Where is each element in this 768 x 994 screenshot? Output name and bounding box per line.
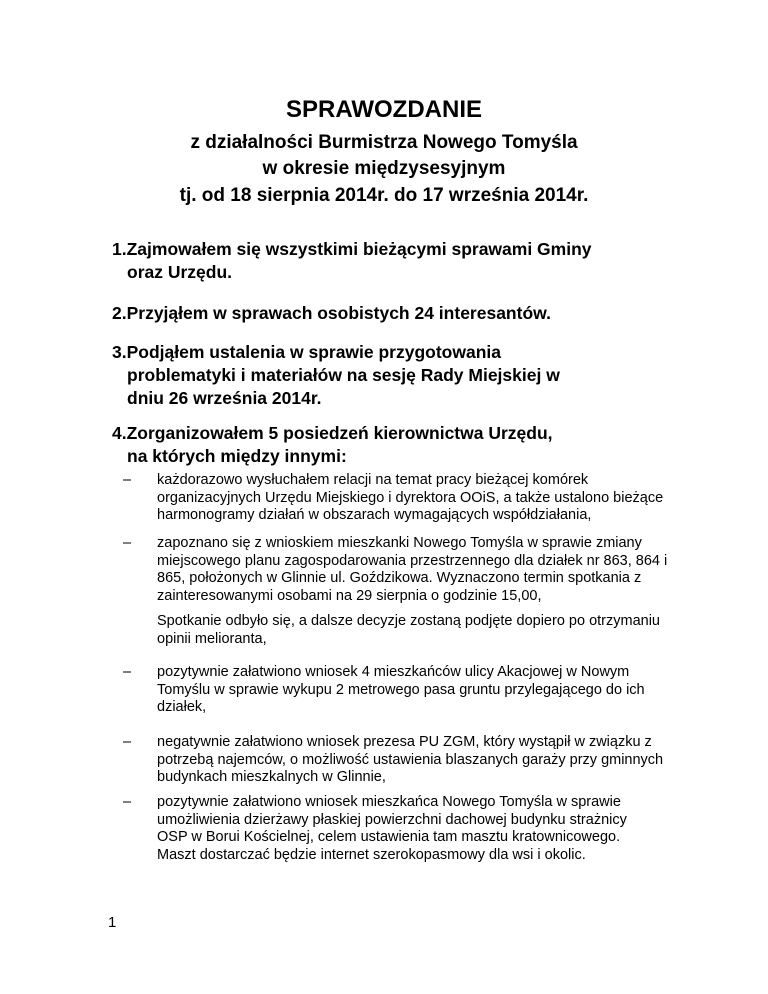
list-item-3-line-3: dniu 26 września 2014r. bbox=[127, 388, 322, 408]
list-item-1-line-1: 1.Zajmowałem się wszystkimi bieżącymi sprawami Gminy bbox=[112, 239, 592, 259]
bullet-line: pozytywnie załatwiono wniosek 4 mieszkańców ulicy Akacjowej w Nowym bbox=[157, 664, 630, 680]
bullet-item-2-continuation bbox=[157, 613, 713, 648]
bullet-line: organizacyjnych Urzędu Miejskiego i dyrektora OOiS, a także ustalono bieżące bbox=[157, 489, 664, 506]
bullet-line: OSP w Borui Kościelnej, celem ustawienia tam masztu kratownicowego. bbox=[157, 829, 621, 845]
subtitle-line-2: w okresie międzysesyjnym bbox=[262, 158, 506, 179]
list-item-4-line-1: 4.Zorganizowałem 5 posiedzeń kierownictwa Urzędu, bbox=[112, 423, 553, 443]
list-item-3-line-1: 3.Podjąłem ustalenia w sprawie przygotowania bbox=[112, 342, 501, 362]
bullet-line: zapoznano się z wnioskiem mieszkanki Nowego Tomyśla w sprawie zmiany bbox=[157, 535, 642, 551]
bullet-marker: – bbox=[123, 664, 132, 680]
paragraph-line: opinii melioranta, bbox=[157, 630, 267, 647]
bullet-line: pozytywnie załatwiono wniosek mieszkańca Nowego Tomyśla w sprawie bbox=[157, 794, 621, 810]
bullet-item-4-text bbox=[157, 734, 713, 787]
page-number: 1 bbox=[108, 914, 117, 931]
bullet-item-1-text bbox=[157, 472, 713, 525]
bullet-line: budynkach mieszkalnych w Glinnie, bbox=[157, 769, 386, 785]
bullet-marker: – bbox=[123, 734, 132, 750]
paragraph-line: Spotkanie odbyło się, a dalsze decyzje zostaną podjęte dopiero po otrzymaniu bbox=[157, 613, 660, 629]
bullet-marker: – bbox=[123, 472, 132, 488]
list-item-4 bbox=[112, 422, 732, 468]
bullet-line: umożliwienia dzierżawy płaskiej powierzchni dachowej budynku strażnicy bbox=[157, 811, 627, 828]
list-item-2-line-1: 2.Przyjąłem w sprawach osobistych 24 interesantów. bbox=[112, 303, 551, 323]
bullet-item-5-text bbox=[157, 794, 713, 864]
list-item-2 bbox=[112, 302, 732, 325]
bullet-line: działek, bbox=[157, 699, 207, 715]
subtitle-line-1: z działalności Burmistrza Nowego Tomyśla bbox=[190, 132, 578, 153]
bullet-item-2-text bbox=[157, 535, 713, 605]
bullet-line: harmonogramy działań w obszarach wymagających współdziałania, bbox=[157, 507, 592, 523]
list-item-1 bbox=[112, 238, 732, 284]
bullet-line: zainteresowanymi osobami na 29 sierpnia o godzinie 15,00, bbox=[157, 587, 542, 604]
bullet-line: 865, położonych w Glinnie ul. Goździkowa. Wyznaczono termin spotkania z bbox=[157, 570, 642, 586]
list-item-4-line-2: na których między innymi: bbox=[127, 446, 347, 466]
list-item-3 bbox=[112, 341, 732, 410]
document-title: SPRAWOZDANIE bbox=[285, 96, 482, 123]
bullet-line: potrzebą najemców, o możliwość ustawienia blaszanych garaży przy gminnych bbox=[157, 751, 664, 768]
bullet-line: negatywnie załatwiono wniosek prezesa PU ZGM, który wystąpił w związku z bbox=[157, 734, 652, 750]
bullet-marker: – bbox=[123, 794, 132, 810]
list-item-3-line-2: problematyki i materiałów na sesję Rady Miejskiej w bbox=[127, 365, 560, 385]
bullet-marker: – bbox=[123, 535, 132, 551]
bullet-line: miejscowego planu zagospodarowania przestrzennego dla działek nr 863, 864 i bbox=[157, 552, 668, 569]
list-item-1-line-2: oraz Urzędu. bbox=[127, 262, 233, 282]
bullet-line: Maszt dostarczać będzie internet szerokopasmowy dla wsi i okolic. bbox=[157, 846, 586, 863]
bullet-line: każdorazowo wysłuchałem relacji na temat pracy bieżącej komórek bbox=[157, 472, 589, 488]
bullet-item-3-text bbox=[157, 664, 713, 717]
bullet-line: Tomyślu w sprawie wykupu 2 metrowego pasa gruntu przylegającego do ich bbox=[157, 681, 645, 698]
subtitle-line-3: tj. od 18 sierpnia 2014r. do 17 września 2014r. bbox=[179, 185, 589, 206]
